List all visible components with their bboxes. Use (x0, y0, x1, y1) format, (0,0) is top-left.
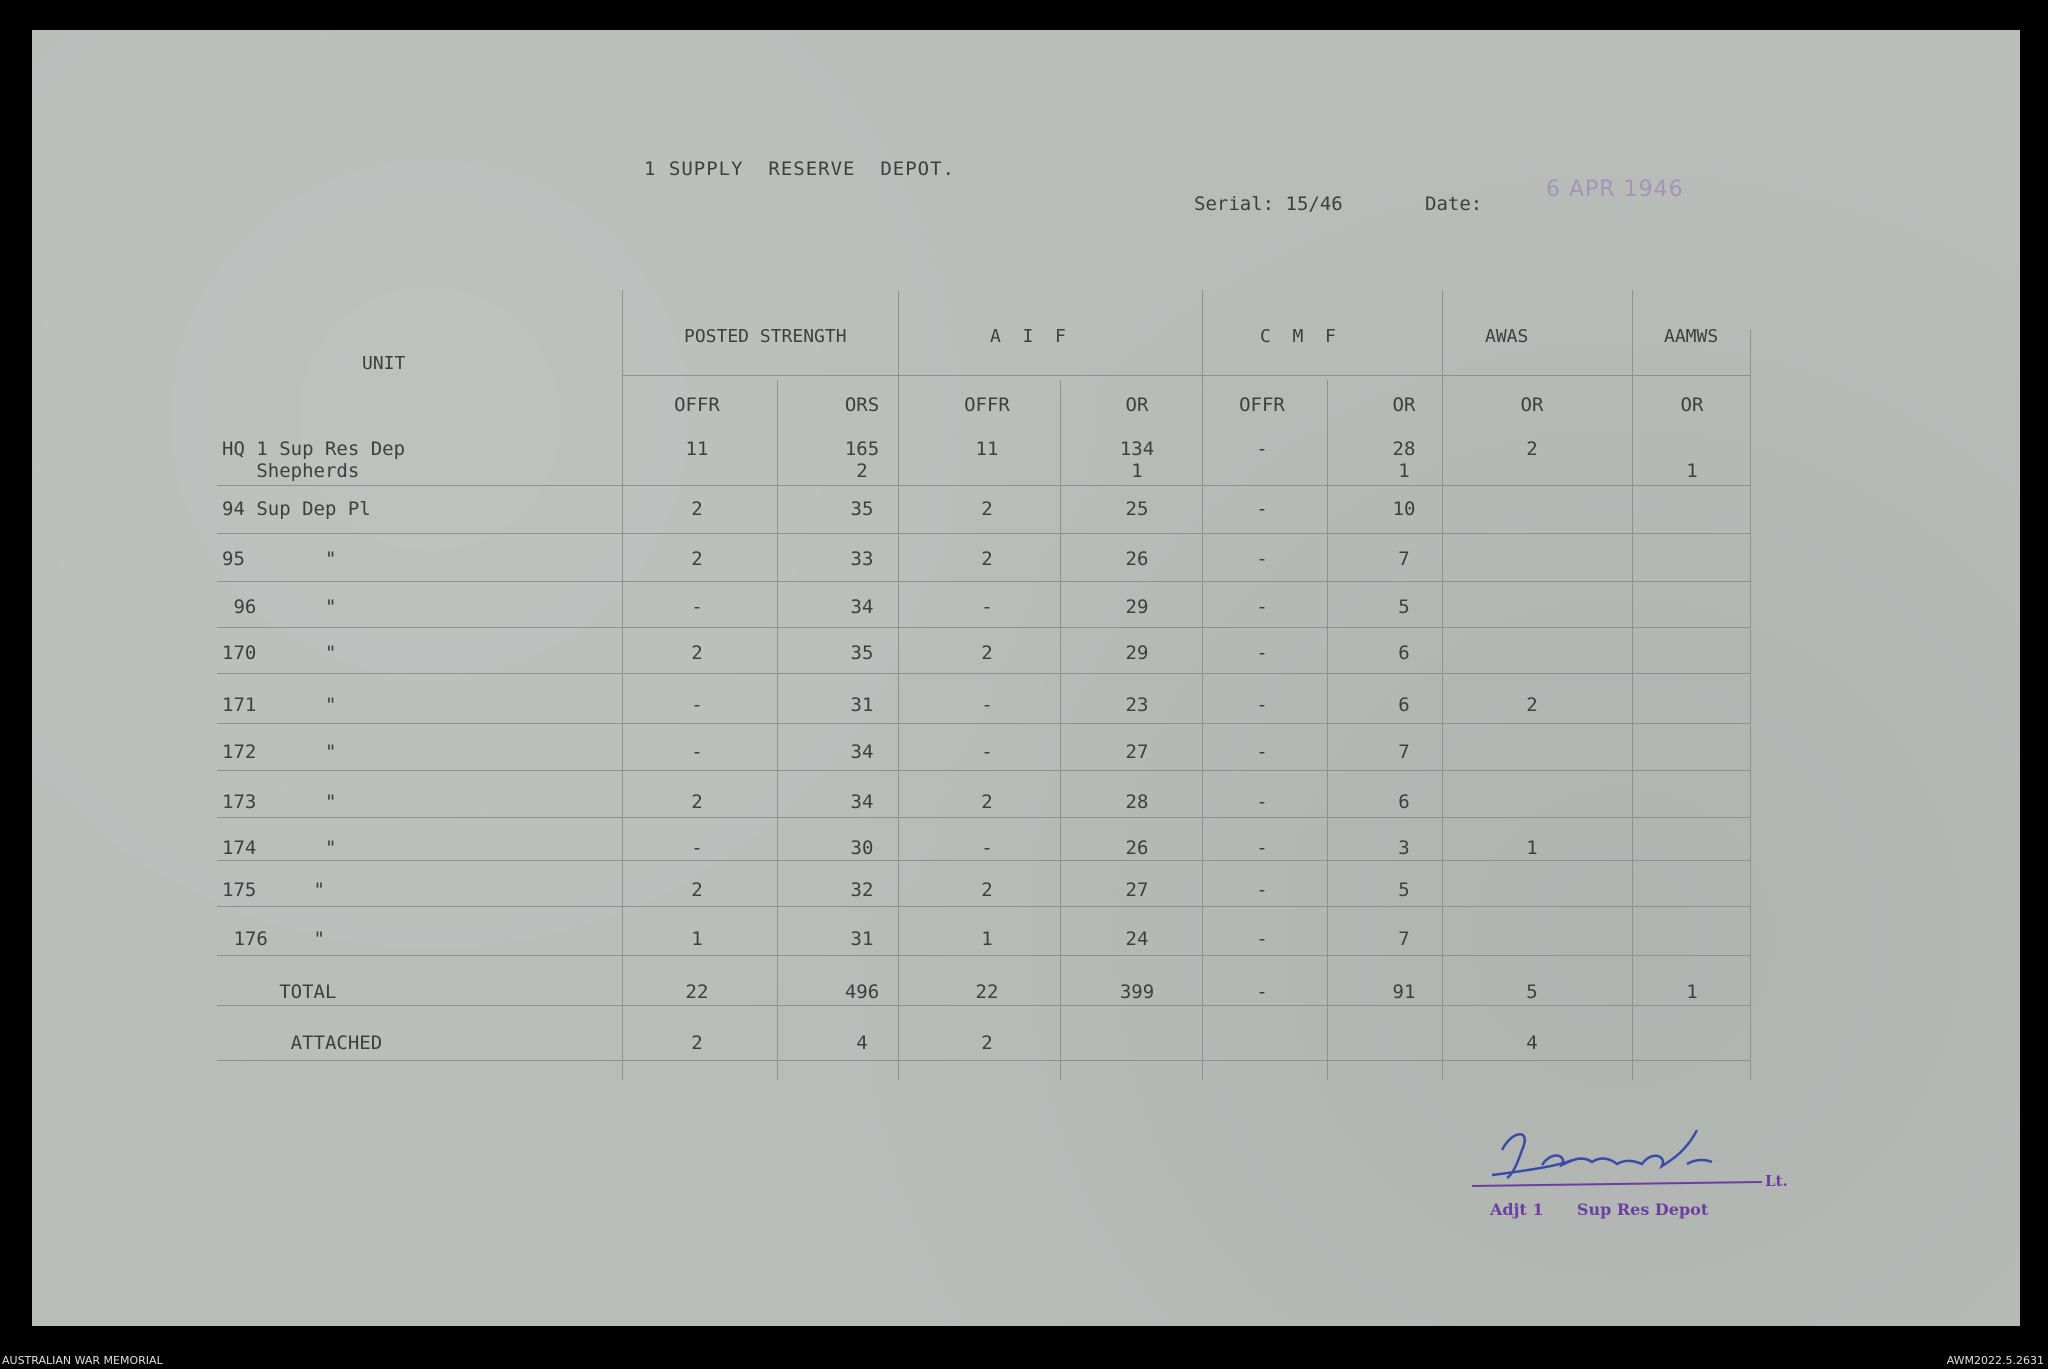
unit-name: 171 " (222, 694, 337, 716)
table-cell: 22 (685, 981, 709, 1003)
table-cell: 3 (1398, 837, 1410, 859)
table-cell: 2 (981, 791, 993, 813)
table-rule (217, 1060, 1750, 1061)
footer-left: AUSTRALIAN WAR MEMORIAL (2, 1354, 163, 1367)
table-cell: 4 (1526, 1032, 1538, 1054)
unit-name: 170 " (222, 642, 337, 664)
group-header: A I F (990, 326, 1066, 347)
table-cell: - (1256, 642, 1268, 664)
table-cell: - (1256, 837, 1268, 859)
table-cell: 2 (691, 1032, 703, 1054)
table-cell: 6 (1398, 694, 1410, 716)
table-cell: 35 (850, 642, 874, 664)
table-cell: - (691, 694, 703, 716)
table-cell: 1 (981, 928, 993, 950)
table-rule (1750, 330, 1751, 1080)
table-cell: 1 (1686, 981, 1698, 1003)
column-subheader: OFFR (964, 394, 1010, 416)
column-subheader: OFFR (1239, 394, 1285, 416)
unit-name: 176 " (222, 928, 325, 950)
signature-rank: Lt. (1765, 1172, 1788, 1190)
unit-name: Shepherds (222, 460, 360, 482)
unit-name: 96 " (222, 596, 337, 618)
group-header: AWAS (1485, 326, 1529, 347)
table-cell: - (1256, 981, 1268, 1003)
table-cell: 27 (1125, 879, 1149, 901)
table-cell: 10 (1392, 498, 1416, 520)
unit-name: 95 " (222, 548, 337, 570)
column-subheader: OR (1680, 394, 1704, 416)
table-rule (217, 906, 1750, 907)
table-cell: 11 (975, 438, 999, 460)
table-rule (217, 817, 1750, 818)
table-cell: - (981, 694, 993, 716)
unit-name: 94 Sup Dep Pl (222, 498, 371, 520)
table-cell: - (1256, 928, 1268, 950)
table-rule (622, 375, 1750, 376)
handwritten-signature (1472, 1120, 1792, 1190)
group-header: POSTED STRENGTH (684, 326, 847, 347)
table-cell: 91 (1392, 981, 1416, 1003)
unit-name: 173 " (222, 791, 337, 813)
table-cell: 33 (850, 548, 874, 570)
column-subheader: OFFR (674, 394, 720, 416)
table-cell: 2 (981, 498, 993, 520)
table-cell: - (981, 837, 993, 859)
table-cell: 23 (1125, 694, 1149, 716)
table-cell: 7 (1398, 548, 1410, 570)
footer-right: AWM2022.5.2631 (1946, 1354, 2044, 1367)
table-cell: - (1256, 791, 1268, 813)
table-cell: 29 (1125, 642, 1149, 664)
table-cell: 30 (850, 837, 874, 859)
table-cell: 2 (1526, 438, 1538, 460)
table-cell: - (691, 837, 703, 859)
column-subheader: OR (1392, 394, 1416, 416)
table-cell: - (1256, 596, 1268, 618)
table-cell: 24 (1125, 928, 1149, 950)
unit-name: HQ 1 Sup Res Dep (222, 438, 406, 460)
table-cell: 2 (981, 879, 993, 901)
table-rule (217, 770, 1750, 771)
table-cell: 2 (691, 498, 703, 520)
table-cell: 2 (981, 548, 993, 570)
table-cell: 2 (691, 879, 703, 901)
table-cell: 1 (1526, 837, 1538, 859)
unit-name: 172 " (222, 741, 337, 763)
table-cell: 28 (1125, 791, 1149, 813)
table-cell: 28 (1392, 438, 1416, 460)
table-cell: 2 (691, 642, 703, 664)
table-cell: 34 (850, 791, 874, 813)
table-cell: 7 (1398, 928, 1410, 950)
serial-number: Serial: 15/46 (1194, 193, 1343, 215)
table-cell: 31 (850, 928, 874, 950)
table-cell: - (981, 596, 993, 618)
group-header: AAMWS (1664, 326, 1719, 347)
table-cell: 26 (1125, 548, 1149, 570)
table-rule (1202, 290, 1203, 1080)
table-cell: - (1256, 694, 1268, 716)
table-cell: 2 (981, 642, 993, 664)
table-cell: 1 (691, 928, 703, 950)
table-cell: - (691, 596, 703, 618)
table-cell: 11 (685, 438, 709, 460)
table-cell: 29 (1125, 596, 1149, 618)
table-cell: 31 (850, 694, 874, 716)
unit-name: 175 " (222, 879, 325, 901)
date-stamp: 6 APR 1946 (1546, 177, 1684, 202)
table-cell: 1 (1131, 460, 1143, 482)
unit-header: UNIT (362, 353, 406, 374)
table-rule (217, 673, 1750, 674)
table-cell: - (981, 741, 993, 763)
column-subheader: OR (1125, 394, 1149, 416)
table-cell: 22 (975, 981, 999, 1003)
table-rule (217, 627, 1750, 628)
table-cell: 1 (1398, 460, 1410, 482)
table-cell: 34 (850, 596, 874, 618)
table-rule (622, 290, 623, 1080)
table-cell: 2 (856, 460, 868, 482)
table-cell: 7 (1398, 741, 1410, 763)
table-cell: 4 (856, 1032, 868, 1054)
table-cell: 496 (844, 981, 880, 1003)
table-cell: 27 (1125, 741, 1149, 763)
table-cell: - (1256, 548, 1268, 570)
table-cell: - (1256, 741, 1268, 763)
table-cell: 6 (1398, 791, 1410, 813)
table-cell: 2 (1526, 694, 1538, 716)
column-subheader: OR (1520, 394, 1544, 416)
table-cell: 399 (1119, 981, 1155, 1003)
table-cell: - (1256, 879, 1268, 901)
table-cell: 2 (691, 791, 703, 813)
table-rule (217, 581, 1750, 582)
table-cell: 32 (850, 879, 874, 901)
table-cell: 26 (1125, 837, 1149, 859)
table-cell: 35 (850, 498, 874, 520)
table-cell: 5 (1398, 879, 1410, 901)
table-cell: - (1256, 438, 1268, 460)
table-cell: 165 (844, 438, 880, 460)
table-cell: - (691, 741, 703, 763)
table-cell: 6 (1398, 642, 1410, 664)
table-cell: - (1256, 498, 1268, 520)
table-cell: 25 (1125, 498, 1149, 520)
table-rule (217, 485, 1750, 486)
document-page (32, 30, 2020, 1326)
table-cell: 34 (850, 741, 874, 763)
table-cell: 5 (1526, 981, 1538, 1003)
document-title: 1 SUPPLY RESERVE DEPOT. (644, 158, 955, 180)
unit-name: 174 " (222, 837, 337, 859)
table-cell: 2 (981, 1032, 993, 1054)
signature-caption: Adjt 1 Sup Res Depot (1490, 1200, 1709, 1219)
table-cell: 5 (1398, 596, 1410, 618)
table-cell: 1 (1686, 460, 1698, 482)
date-label: Date: (1425, 193, 1483, 215)
unit-name: ATTACHED (222, 1032, 383, 1054)
table-rule (217, 860, 1750, 861)
table-rule (217, 533, 1750, 534)
table-rule (217, 1005, 1750, 1006)
table-cell: 134 (1119, 438, 1155, 460)
unit-name: TOTAL (222, 981, 337, 1003)
table-rule (217, 955, 1750, 956)
column-subheader: ORS (844, 394, 880, 416)
table-cell: 2 (691, 548, 703, 570)
group-header: C M F (1260, 326, 1336, 347)
table-rule (1632, 290, 1633, 1080)
table-rule (217, 723, 1750, 724)
